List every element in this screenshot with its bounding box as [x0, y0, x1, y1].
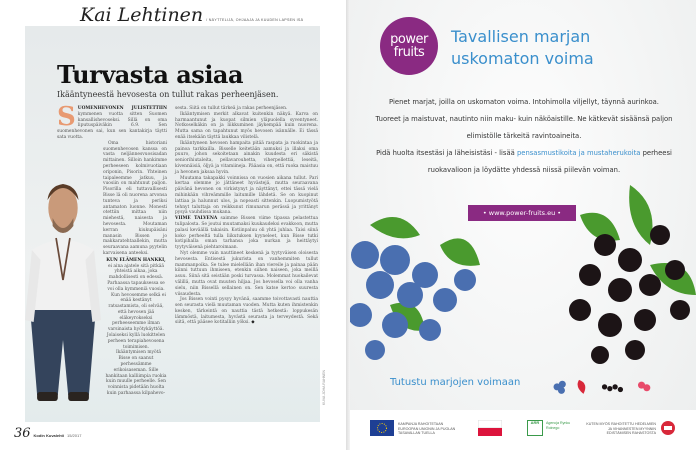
dropcap: S: [57, 102, 76, 132]
magazine-name: Kodin Kuvalehti: [33, 433, 64, 438]
arr-logo: ARR: [527, 420, 543, 436]
page-number: 36: [14, 426, 31, 441]
mini-berries-icons: [550, 375, 660, 397]
ad-headline: Tavallisen marjan uskomaton voima: [451, 27, 594, 68]
apple-fund-icon: [660, 418, 676, 436]
article-column-1: S UOMENHEVONEN JULISTETTIIN kymmenen vuotta sitten Suomen kansallishevoseksi. Sillä on oma liputuspäiväkin 6.9. Sen suomenhevonen sai, kun sen kantakirja täytti sata vuotta. Oma historiani suomenhevosen kanssa on vasta neljännesvuosisadan mittainen. Silloin hankimme perheeseen kolmivuotiaan oriponin, Pisorin. Yhteinen taipaleemme jatkuu, ja vuosiin on mahtunut paljon. Pisorilla eli tuttavallisesti Bisse lä oli nuorena arvonsa tunteva ja periksi antamaton luonne. Monesti otettiin mittaa niin miehestä, naisesta ja hevosesta. Moutaman kerran kiukupäisäni manasin Bissen jo makkaratehtaallekin, mutta seuraavana aamuna pyytelin karvaisena anteeksi. KUN ELÄMEN HANKKI, ei aina ajatele sitä pitkää yhteistä aikaa, joka mahdollisesti on edessä. Parhaassa tapauksessa se voi olla kymmeniä vuosia. Kun hevosemme selkä ei enää kestänyt ratsastamista, oli selvää, että hevosen jää eläkeyrokseksi perheeseemme ilman varsinaista hyötykäyttöä. Jolaiseksi kyllä luokittelen perheen terapiahevosena toimimisen. Ikääntymisen myötä Bisse on saanut perhessämme erikoisaseman. Sille hankitaan kalliimpia ruokia kuin muulle perheelle. Sen voinnista pidetään huolta kuin parhaassa kilpahevo-: [57, 102, 167, 397]
eu-flag-icon: [370, 420, 394, 436]
ad-body: Pienet marjat, joilla on uskomaton voima. Intohimolla viljellyt, täynnä aurinkoa. Tuoreet ja maistuvat, nautinto niin maku- kuin näköaistille. Ne kätkevät sisäänsä paljon elimistölle tärkeitä ravintoaineita. Pidä huolta itsestäsi ja läheisistäsi - lisää pensasmustikoita ja mustaherukoita perheesi ruokavalioon ja löydätte yhdessä niissä piilevän voiman.: [375, 98, 673, 174]
author-name: Kai Lehtinen: [80, 4, 204, 26]
article-subtitle: Ikääntyneestä hevosesta on tullut rakas perheenjäsen.: [57, 90, 279, 99]
fund-text: KUTEN MYÖS RAHOITETTU HEDELMIEN JA VIHANNESTEN MYYNNIN EDISTÄMISEN RAHASTOSTA: [586, 422, 656, 435]
issue-number: 15/2017: [67, 433, 82, 438]
folio: [14, 426, 81, 441]
right-page-ad: [350, 0, 696, 450]
ad-footer: [350, 410, 696, 450]
website-link[interactable]: • www.power-fruits.eu •: [468, 205, 576, 221]
article-column-2: sesta. Siitä on tullut tärkeä ja rakas perheenjäsen. Ikääntymisen merkit alkavat kuitenkin näkyä. Karva on harmaantunut ja kuopat silmien yläpuolella syventyneet. Notkoselkäkin on ja liikkuminen jäykempää kuin nuorena. Mutta sama on tapahtunut myös hevosen isännälle. Ei tässä enää itsekään täyttä laukkaa vilistelä. Ikääntyneen hevosen hampaita pitää raspata ja ruokintaa ja painoa tarkkailla. Bisselle keitetään aamuksi ja illaksi oma puuro, johon sekoitetaan ainakin kuudesta eri säkistä seniorihiutaleita, pellavarouhetta, viherpellettiä, leseitä, kivennäisiä, öljyä ja vitamiineja. Pääasia on, että ruoka maistuu ja hevonen jaksaa hyvin. Muutama takapakki voinnissa on vuosien aikana tullut. Pari kertaa olemme jo jättäneet hyvästejä, mutta seuraavana päivänä hevonen on virkistynyt ja näyttänyt, ettei tässä vielä mihinkään vihreämmille laitumille lähdetä. Se on kuopinut lattiaa ja halunnut ulos, ja nopeasti sittenkin. Luopumistyötä tehnyt taluttaja on reikkunut rimunarun perässä ja yrittänyt pysyä vauhdissa mukana. VIIME TALVENA saimme Bissen viime tipassa pelastettua tulipalosta. Se joutui muutamaksi kuukaudeksi evakkoon, mutta palasi keväällä takaisin. Kotiinpaluu oli yhtä juhlaa. Taisi siinä koko perheeltä tulla liikutuksen kyyneleet, kun Bisse tutki kotipihalla oman tarhansa joka nurkan ja heittäytyi tyytyväisenä piehtaroimaan. Nyt olemme vain nauttineet keskenä ja tyytyväisen oloisesta hevosesta. Entisestä jukurista on vanhemmiten tullut mammanpoika. Se tulee mielellään ihan viereile ja painaa pään kiinni tuttuun ihmiseen, etenkin siihen naiseen, joka meillä asuu. Siinä sitä seistään poski turvassa. Molemmat huokailevat välillä, mutta ovat muuten hiljaa. Jos hevosella voi olla vanha sielu, niin Bissellä sellainen on. Sen katse kertoo suuresta viisaudesta. Jos Bissen vointi pysyy hyvänä, saamme toivottavasti nauttia sen seurasta vielä muutaman vuoden. Mutta kuten ihmistenkin kesken, tärkeintä on nauttia tästä hetkestä: loppukesän lämmöstä, laitumesta, hyvästä seurasta ja terveydestä. Sekä siitä, että pääsee kotitalliin yöksi. ◆: [175, 106, 318, 326]
eu-funding-text: KAMPANJA RAHOITETAAN EUROOPAN UNIONIN JA PUOLAN TASAVALLAN TUELLA: [398, 422, 456, 435]
power-fruits-logo: power fruits: [380, 17, 438, 75]
end-mark: ◆: [251, 320, 255, 326]
arr-text: Agencja Rynku Rolnego: [546, 421, 571, 430]
author-role: / NÄYTTELIJÄ, OHJAAJA JA KUUDEN LAPSEN ISÄ: [206, 18, 304, 22]
article-column-2-lower: VIIME TALVENA saimme Bissen viime tipassa pelastettua tulipalosta. Se joutui muutamaksi kuukaudeksi evakkoon, mutta palasi keväällä takaisin. Kotiinpaluu oli yhtä juhlaa. Taisi siinä koko perheeltä tulla liikutuksen kyyneleet, kun Bisse tutki kotipihalla oman tarhansa joka nurkan ja heittäytyi tyytyväisenä piehtaroimaan. Nyt olemme vain nauttineet keskenä ja tyytyväisen oloisesta hevosesta. Entisestä jukurista on vanhemmiten tullut mammanpoika. Se tulee mielellään ihan viereile ja painaa pään kiinni tuttuun ihmiseen, etenkin siihen naiseen, joka meillä asuu. Siinä sitä seistään poski turvassa. Molemmat huokailevat välillä, mutta ovat muuten hiljaa. Jos hevosella voi olla vanha sielu, niin Bissellä sellainen on. Sen katse kertoo suuresta viisaudesta. Jos Bissen vointi pysyy hyvänä, saamme toivottavasti nauttia sen seurasta vielä muutaman vuoden. Mutta kuten ihmistenkin kesken, tärkeintä on nauttia tästä hetkestä: loppukesän lämmöstä, laitumesta, hyvästä seurasta ja terveydestä. Sekä siitä, että pääsee kotitalliin yöksi. ◆: [175, 216, 318, 326]
article-title: Turvasta asiaa: [57, 60, 244, 89]
photo-credit: KUVA JOHA RAHNEN: [322, 370, 326, 405]
byline: [80, 4, 303, 26]
poland-flag-icon: [478, 420, 502, 436]
ad-tagline: Tutustu marjojen voimaan: [390, 377, 521, 388]
article-column-1-lower: KUN ELÄMEN HANKKI, ei aina ajatele sitä pitkää yhteistä aikaa, joka mahdollisesti on edessä. Parhaassa tapauksessa se voi olla kymmeniä vuosia. Kun hevosemme selkä ei enää kestänyt ratsastamista, oli selvää, että hevosen jää eläkeyrokseksi perheeseemme ilman varsinaista hyötykäyttöä. Jolaiseksi kyllä luokittelen perheen terapiahevosena toimimisen. Ikääntymisen myötä Bisse on saanut perhessämme erikoisaseman. Sille hankitaan kalliimpia ruokia kuin muulle perheelle. Sen voinnista pidetään huolta kuin parhaassa kilpahevo-: [105, 257, 167, 397]
left-page: [0, 0, 346, 450]
highlight-berries: pensasmustikoita ja mustaherukoita: [516, 149, 641, 157]
